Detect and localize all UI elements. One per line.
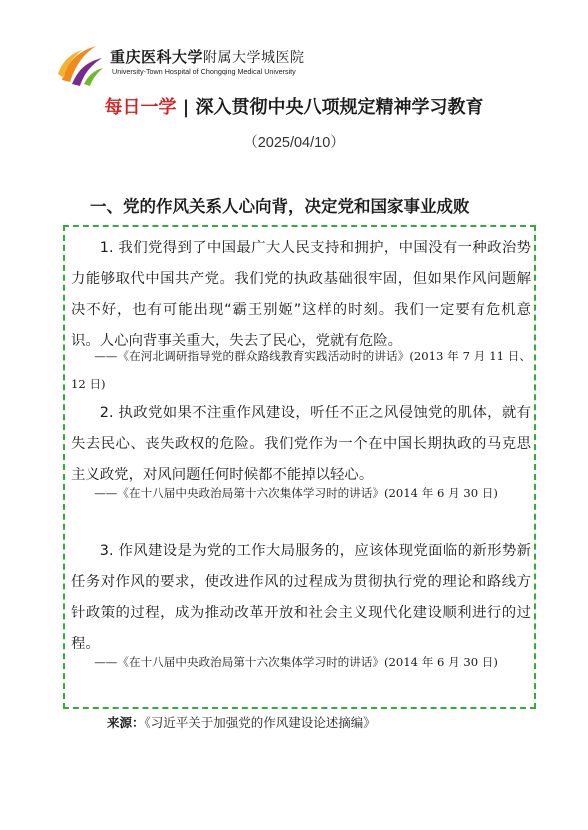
quote-1-text: 1. 我们党得到了中国最广大人民支持和拥护，中国没有一种政治势力能够取代中国共产党。我们党的执政基础很牢固，但如果作风问题解决不好，也有可能出现“霸王别姬”这样的时刻。我们一定要有危机意识。人心向背事关重大，失去了民心，党就有危险。	[71, 240, 531, 349]
section-heading: 一、党的作风关系人心向背，决定党和国家事业成败	[90, 197, 470, 216]
hospital-header	[56, 40, 356, 88]
title-rest: 深入贯彻中央八项规定精神学习教育	[195, 97, 484, 118]
publish-date: （2025/04/10）	[243, 135, 345, 151]
hospital-name-cn: 重庆医科大学附属大学城医院	[110, 48, 305, 66]
page-title	[0, 93, 588, 119]
title-separator: |	[176, 97, 196, 118]
quote-2-citation: ——《在十八届中央政治局第十六次集体学习时的讲话》(2014 年 6 月 30 日)	[94, 486, 498, 500]
quote-3-citation: ——《在十八届中央政治局第十六次集体学习时的讲话》(2014 年 6 月 30 日)	[94, 655, 498, 669]
hospital-name-en: University-Town Hospital of Chongqing Medical University	[112, 67, 296, 76]
source-title: 《习近平关于加强党的作风建设论述摘编》	[144, 715, 376, 730]
quote-2-text: 2. 执政党如果不注重作风建设，听任不正之风侵蚀党的肌体，就有失去民心、丧失政权的危险。我们党作为一个在中国长期执政的马克思主义政党，对风问题任何时候都不能掉以轻心。	[71, 405, 531, 483]
hospital-logo-icon	[56, 40, 104, 86]
title-highlight: 每日一学	[104, 97, 177, 118]
quote-1-citation: ——《在河北调研指导党的群众路线教育实践活动时的讲话》(2013 年 7 月 11 日、12 日)	[71, 349, 531, 391]
source-line	[107, 713, 376, 731]
source-label: 来源：	[107, 715, 145, 730]
quote-3-text: 3. 作风建设是为党的工作大局服务的，应该体现党面临的新形势新任务对作风的要求，使改进作风的过程成为贯彻执行党的理论和路线方针政策的过程，成为推动改革开放和社会主义现代化建设顺利进行的过程。	[71, 543, 531, 652]
